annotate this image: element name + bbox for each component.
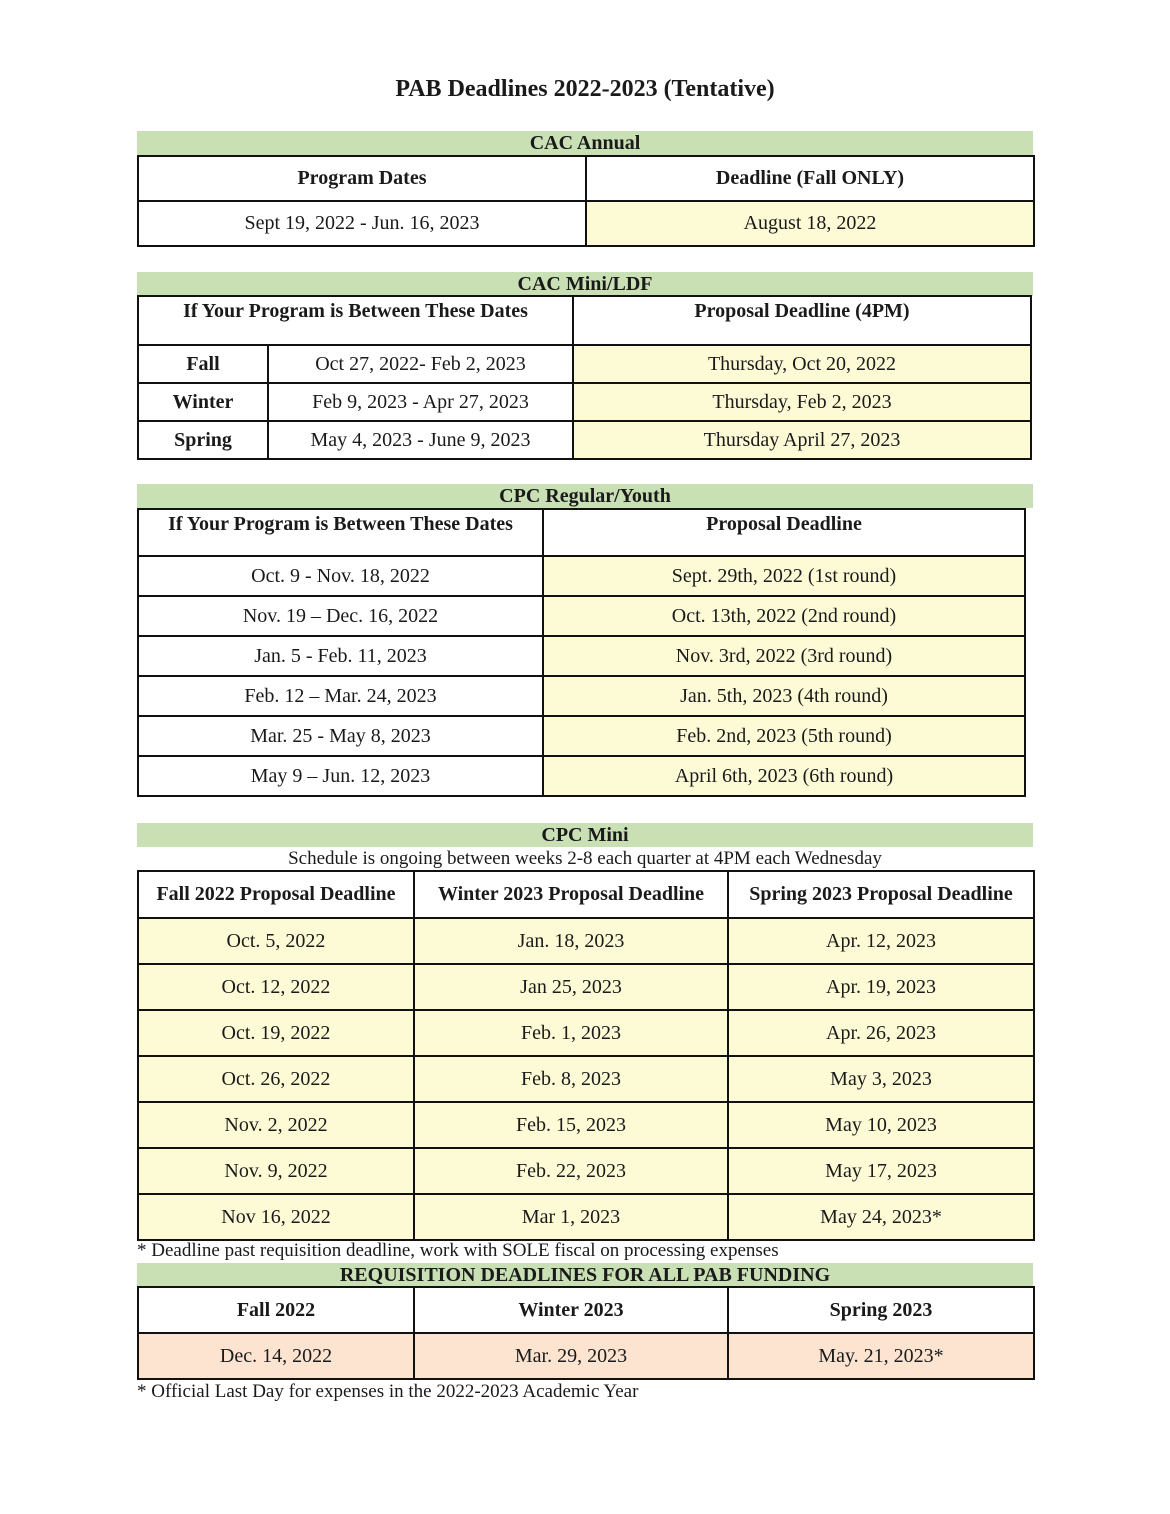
cpc-mini-table [137, 870, 1035, 1241]
program-date-range: Jan. 5 - Feb. 11, 2023 [138, 636, 543, 676]
cpc-regular-band: CPC Regular/Youth [137, 484, 1033, 508]
spring-requisition-deadline: May. 21, 2023* [728, 1333, 1034, 1379]
winter-deadline: Feb. 8, 2023 [414, 1056, 728, 1102]
header-fall-proposal-deadline: Fall 2022 Proposal Deadline [138, 871, 414, 918]
header-proposal-deadline-4pm: Proposal Deadline (4PM) [573, 296, 1031, 345]
proposal-deadline: April 6th, 2023 (6th round) [543, 756, 1025, 796]
proposal-deadline: Oct. 13th, 2022 (2nd round) [543, 596, 1025, 636]
program-date-range: Oct 27, 2022- Feb 2, 2023 [268, 345, 573, 383]
quarter-label: Fall [138, 345, 268, 383]
cac-annual-band: CAC Annual [137, 131, 1033, 155]
proposal-deadline: Thursday, Feb 2, 2023 [573, 383, 1031, 421]
program-date-range: Mar. 25 - May 8, 2023 [138, 716, 543, 756]
fall-deadline: Oct. 12, 2022 [138, 964, 414, 1010]
requisition-table [137, 1286, 1035, 1380]
header-program-between-dates: If Your Program is Between These Dates [138, 296, 573, 345]
program-date-range: Feb 9, 2023 - Apr 27, 2023 [268, 383, 573, 421]
cac-annual-program-dates: Sept 19, 2022 - Jun. 16, 2023 [138, 201, 586, 246]
fall-deadline: Oct. 5, 2022 [138, 918, 414, 964]
header-program-dates: Program Dates [138, 156, 586, 201]
cpc-mini-band: CPC Mini [137, 823, 1033, 847]
spring-deadline: Apr. 12, 2023 [728, 918, 1034, 964]
header-winter-proposal-deadline: Winter 2023 Proposal Deadline [414, 871, 728, 918]
proposal-deadline: Nov. 3rd, 2022 (3rd round) [543, 636, 1025, 676]
header-winter-2023: Winter 2023 [414, 1287, 728, 1333]
fall-deadline: Nov. 9, 2022 [138, 1148, 414, 1194]
spring-deadline: Apr. 19, 2023 [728, 964, 1034, 1010]
winter-deadline: Jan. 18, 2023 [414, 918, 728, 964]
winter-deadline: Feb. 15, 2023 [414, 1102, 728, 1148]
cac-annual-table [137, 155, 1035, 247]
header-spring-2023: Spring 2023 [728, 1287, 1034, 1333]
requisition-footnote: * Official Last Day for expenses in the 2022-2023 Academic Year [137, 1381, 639, 1402]
cpc-mini-subtitle: Schedule is ongoing between weeks 2-8 each quarter at 4PM each Wednesday [288, 848, 882, 869]
quarter-label: Winter [138, 383, 268, 421]
program-date-range: Feb. 12 – Mar. 24, 2023 [138, 676, 543, 716]
fall-deadline: Nov 16, 2022 [138, 1194, 414, 1240]
program-date-range: May 9 – Jun. 12, 2023 [138, 756, 543, 796]
header-program-between-dates: If Your Program is Between These Dates [138, 509, 543, 556]
cac-mini-table [137, 295, 1032, 460]
cac-mini-band: CAC Mini/LDF [137, 272, 1033, 296]
page-title: PAB Deadlines 2022-2023 (Tentative) [395, 76, 775, 102]
fall-deadline: Oct. 26, 2022 [138, 1056, 414, 1102]
header-fall-2022: Fall 2022 [138, 1287, 414, 1333]
proposal-deadline: Jan. 5th, 2023 (4th round) [543, 676, 1025, 716]
proposal-deadline: Sept. 29th, 2022 (1st round) [543, 556, 1025, 596]
cac-annual-deadline: August 18, 2022 [586, 201, 1034, 246]
spring-deadline: Apr. 26, 2023 [728, 1010, 1034, 1056]
fall-requisition-deadline: Dec. 14, 2022 [138, 1333, 414, 1379]
program-date-range: Nov. 19 – Dec. 16, 2022 [138, 596, 543, 636]
proposal-deadline: Thursday, Oct 20, 2022 [573, 345, 1031, 383]
winter-deadline: Mar 1, 2023 [414, 1194, 728, 1240]
fall-deadline: Nov. 2, 2022 [138, 1102, 414, 1148]
header-proposal-deadline: Proposal Deadline [543, 509, 1025, 556]
winter-deadline: Jan 25, 2023 [414, 964, 728, 1010]
spring-deadline: May 3, 2023 [728, 1056, 1034, 1102]
header-deadline-fall-only: Deadline (Fall ONLY) [586, 156, 1034, 201]
spring-deadline: May 17, 2023 [728, 1148, 1034, 1194]
spring-deadline: May 24, 2023* [728, 1194, 1034, 1240]
winter-deadline: Feb. 1, 2023 [414, 1010, 728, 1056]
proposal-deadline: Feb. 2nd, 2023 (5th round) [543, 716, 1025, 756]
requisition-band: REQUISITION DEADLINES FOR ALL PAB FUNDING [137, 1263, 1033, 1287]
program-date-range: Oct. 9 - Nov. 18, 2022 [138, 556, 543, 596]
winter-deadline: Feb. 22, 2023 [414, 1148, 728, 1194]
program-date-range: May 4, 2023 - June 9, 2023 [268, 421, 573, 459]
winter-requisition-deadline: Mar. 29, 2023 [414, 1333, 728, 1379]
fall-deadline: Oct. 19, 2022 [138, 1010, 414, 1056]
spring-deadline: May 10, 2023 [728, 1102, 1034, 1148]
header-spring-proposal-deadline: Spring 2023 Proposal Deadline [728, 871, 1034, 918]
cpc-mini-footnote: * Deadline past requisition deadline, work with SOLE fiscal on processing expenses [137, 1240, 779, 1261]
cpc-regular-table [137, 508, 1026, 797]
proposal-deadline: Thursday April 27, 2023 [573, 421, 1031, 459]
quarter-label: Spring [138, 421, 268, 459]
